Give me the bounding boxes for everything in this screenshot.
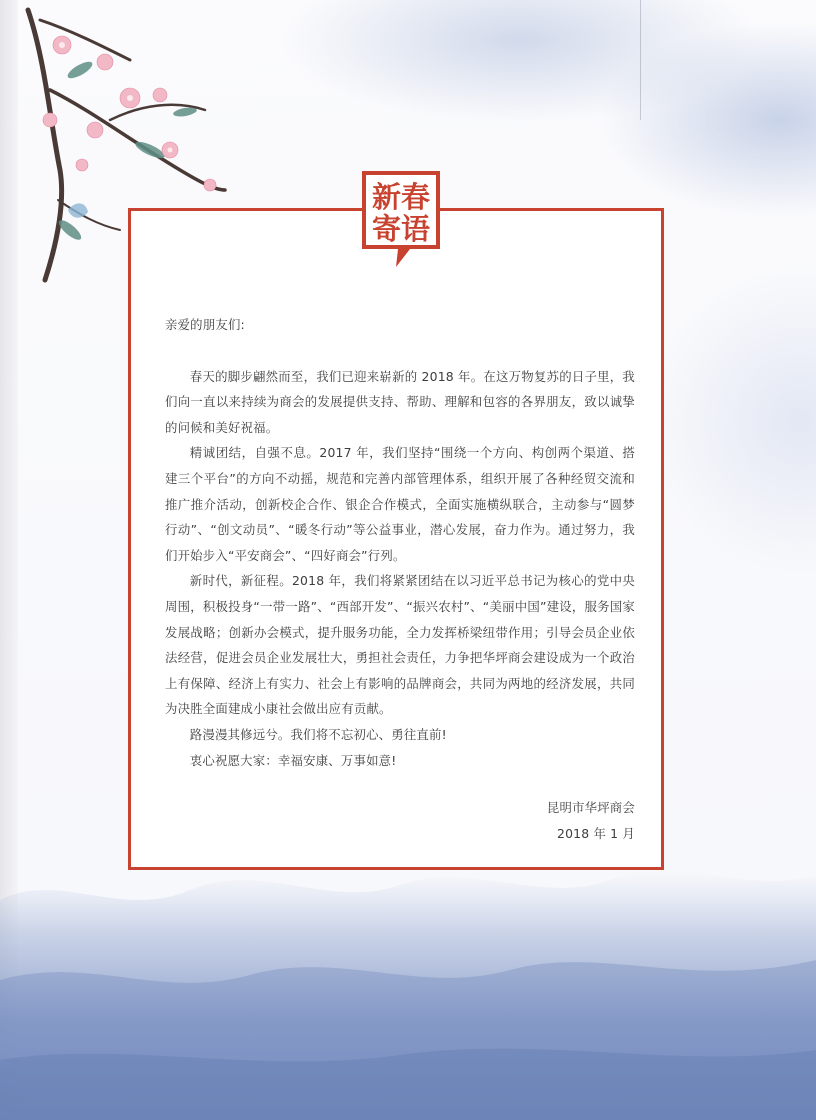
paragraph: 春天的脚步翩然而至，我们已迎来崭新的 2018 年。在这万物复苏的日子里，我们向一直以来持续为商会的发展提供支持、帮助、理解和包容的各界朋友，致以诚挚的问候和美好祝福。 xyxy=(165,368,635,435)
seal-badge xyxy=(362,171,440,267)
paragraph: 新时代，新征程。2018 年，我们将紧紧团结在以习近平总书记为核心的党中央周围，积极投身“一带一路”、“西部开发”、“振兴农村”、“美丽中国”建设，服务国家发展战略；创新办会模式，提升服务功能，全力发挥桥梁纽带作用；引导会员企业依法经营，促进会员企业发展壮大，勇担社会责任，力争把华坪商会建设成为一个政治上有保障、经济上有实力、社会上有影响的品牌商会，共同为两地的经济发展，共同为决胜全面建成小康社会做出应有贡献。 xyxy=(165,573,635,717)
signature-block xyxy=(165,795,635,847)
paragraph: 精诚团结，自强不息。2017 年，我们坚持“围绕一个方向、构创两个渠道、搭建三个平台”的方向不动摇，规范和完善内部管理体系，组织开展了各种经贸交流和推广推介活动，创新校企合作、银企合作模式，全面实施横纵联合，主动参与“圆梦行动”、“创文动员”、“暖冬行动”等公益事业，潜心发展，奋力作为。通过努力，我们开始步入“平安商会”、“四好商会”行列。 xyxy=(165,445,635,563)
paragraph: 路漫漫其修远兮。我们将不忘初心、勇往直前! xyxy=(189,726,447,742)
salutation: 亲爱的朋友们: xyxy=(165,317,245,332)
seal-text-bottom: 寄语 xyxy=(371,212,431,246)
blue-ink-wash xyxy=(0,860,816,1120)
signature-date: 2018 年 1 月 xyxy=(556,826,635,842)
letter-body xyxy=(165,312,635,847)
divider-line xyxy=(640,0,641,120)
seal-text-top: 新春 xyxy=(371,180,431,214)
paragraph: 衷心祝愿大家：幸福安康、万事如意! xyxy=(189,752,397,768)
signature-organization: 昆明市华坪商会 xyxy=(546,800,635,816)
